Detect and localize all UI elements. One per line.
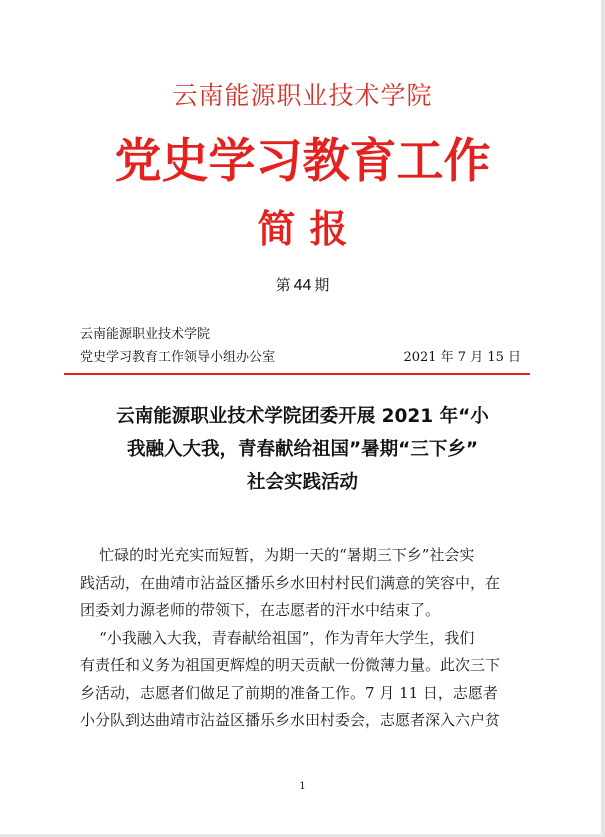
issue-number: 44 <box>293 277 312 294</box>
body-line: 乡活动，志愿者们做足了前期的准备工作。7 月 11 日，志愿者 <box>80 683 498 702</box>
article-title-line: 社会实践活动 <box>246 472 358 493</box>
body-line: 小分队到达曲靖市沾益区播乐乡水田村委会，志愿者深入六户贫 <box>80 711 501 729</box>
article-title <box>70 400 535 499</box>
issue-date: 2021 年 7 月 15 日 <box>403 350 521 365</box>
issue-suffix: 期 <box>314 276 330 294</box>
issuing-org: 云南能源职业技术学院 <box>80 327 211 342</box>
body-line: 有责任和义务为祖国更辉煌的明天贡献一份微薄力量。此次三下 <box>80 656 501 674</box>
body-line: 忙碌的时光充实而短暂，为期一天的“暑期三下乡”社会实 <box>80 546 475 564</box>
masthead-brief: 简报 <box>257 207 362 251</box>
masthead-school: 云南能源职业技术学院 <box>172 81 433 110</box>
masthead-headline: 党史学习教育工作 <box>114 134 491 189</box>
issuing-office: 党史学习教育工作领导小组办公室 <box>80 350 276 365</box>
page-number: 1 <box>299 781 306 792</box>
issue-prefix: 第 <box>275 276 291 294</box>
article-title-line: 云南能源职业技术学院团委开展 2021 年“小 <box>116 406 489 427</box>
red-divider-rule <box>64 373 530 375</box>
issue-number-line <box>0 274 605 295</box>
article-body <box>80 542 530 735</box>
body-line: 践活动，在曲靖市沾益区播乐乡水田村村民们满意的笑容中，在 <box>80 573 501 592</box>
article-title-line: 我融入大我，青春献给祖国”暑期“三下乡” <box>127 439 478 460</box>
body-line: 团委刘力源老师的带领下，在志愿者的汗水中结束了。 <box>80 601 441 619</box>
body-line: “小我融入大我，青春献给祖国”，作为青年大学生，我们 <box>80 628 475 647</box>
